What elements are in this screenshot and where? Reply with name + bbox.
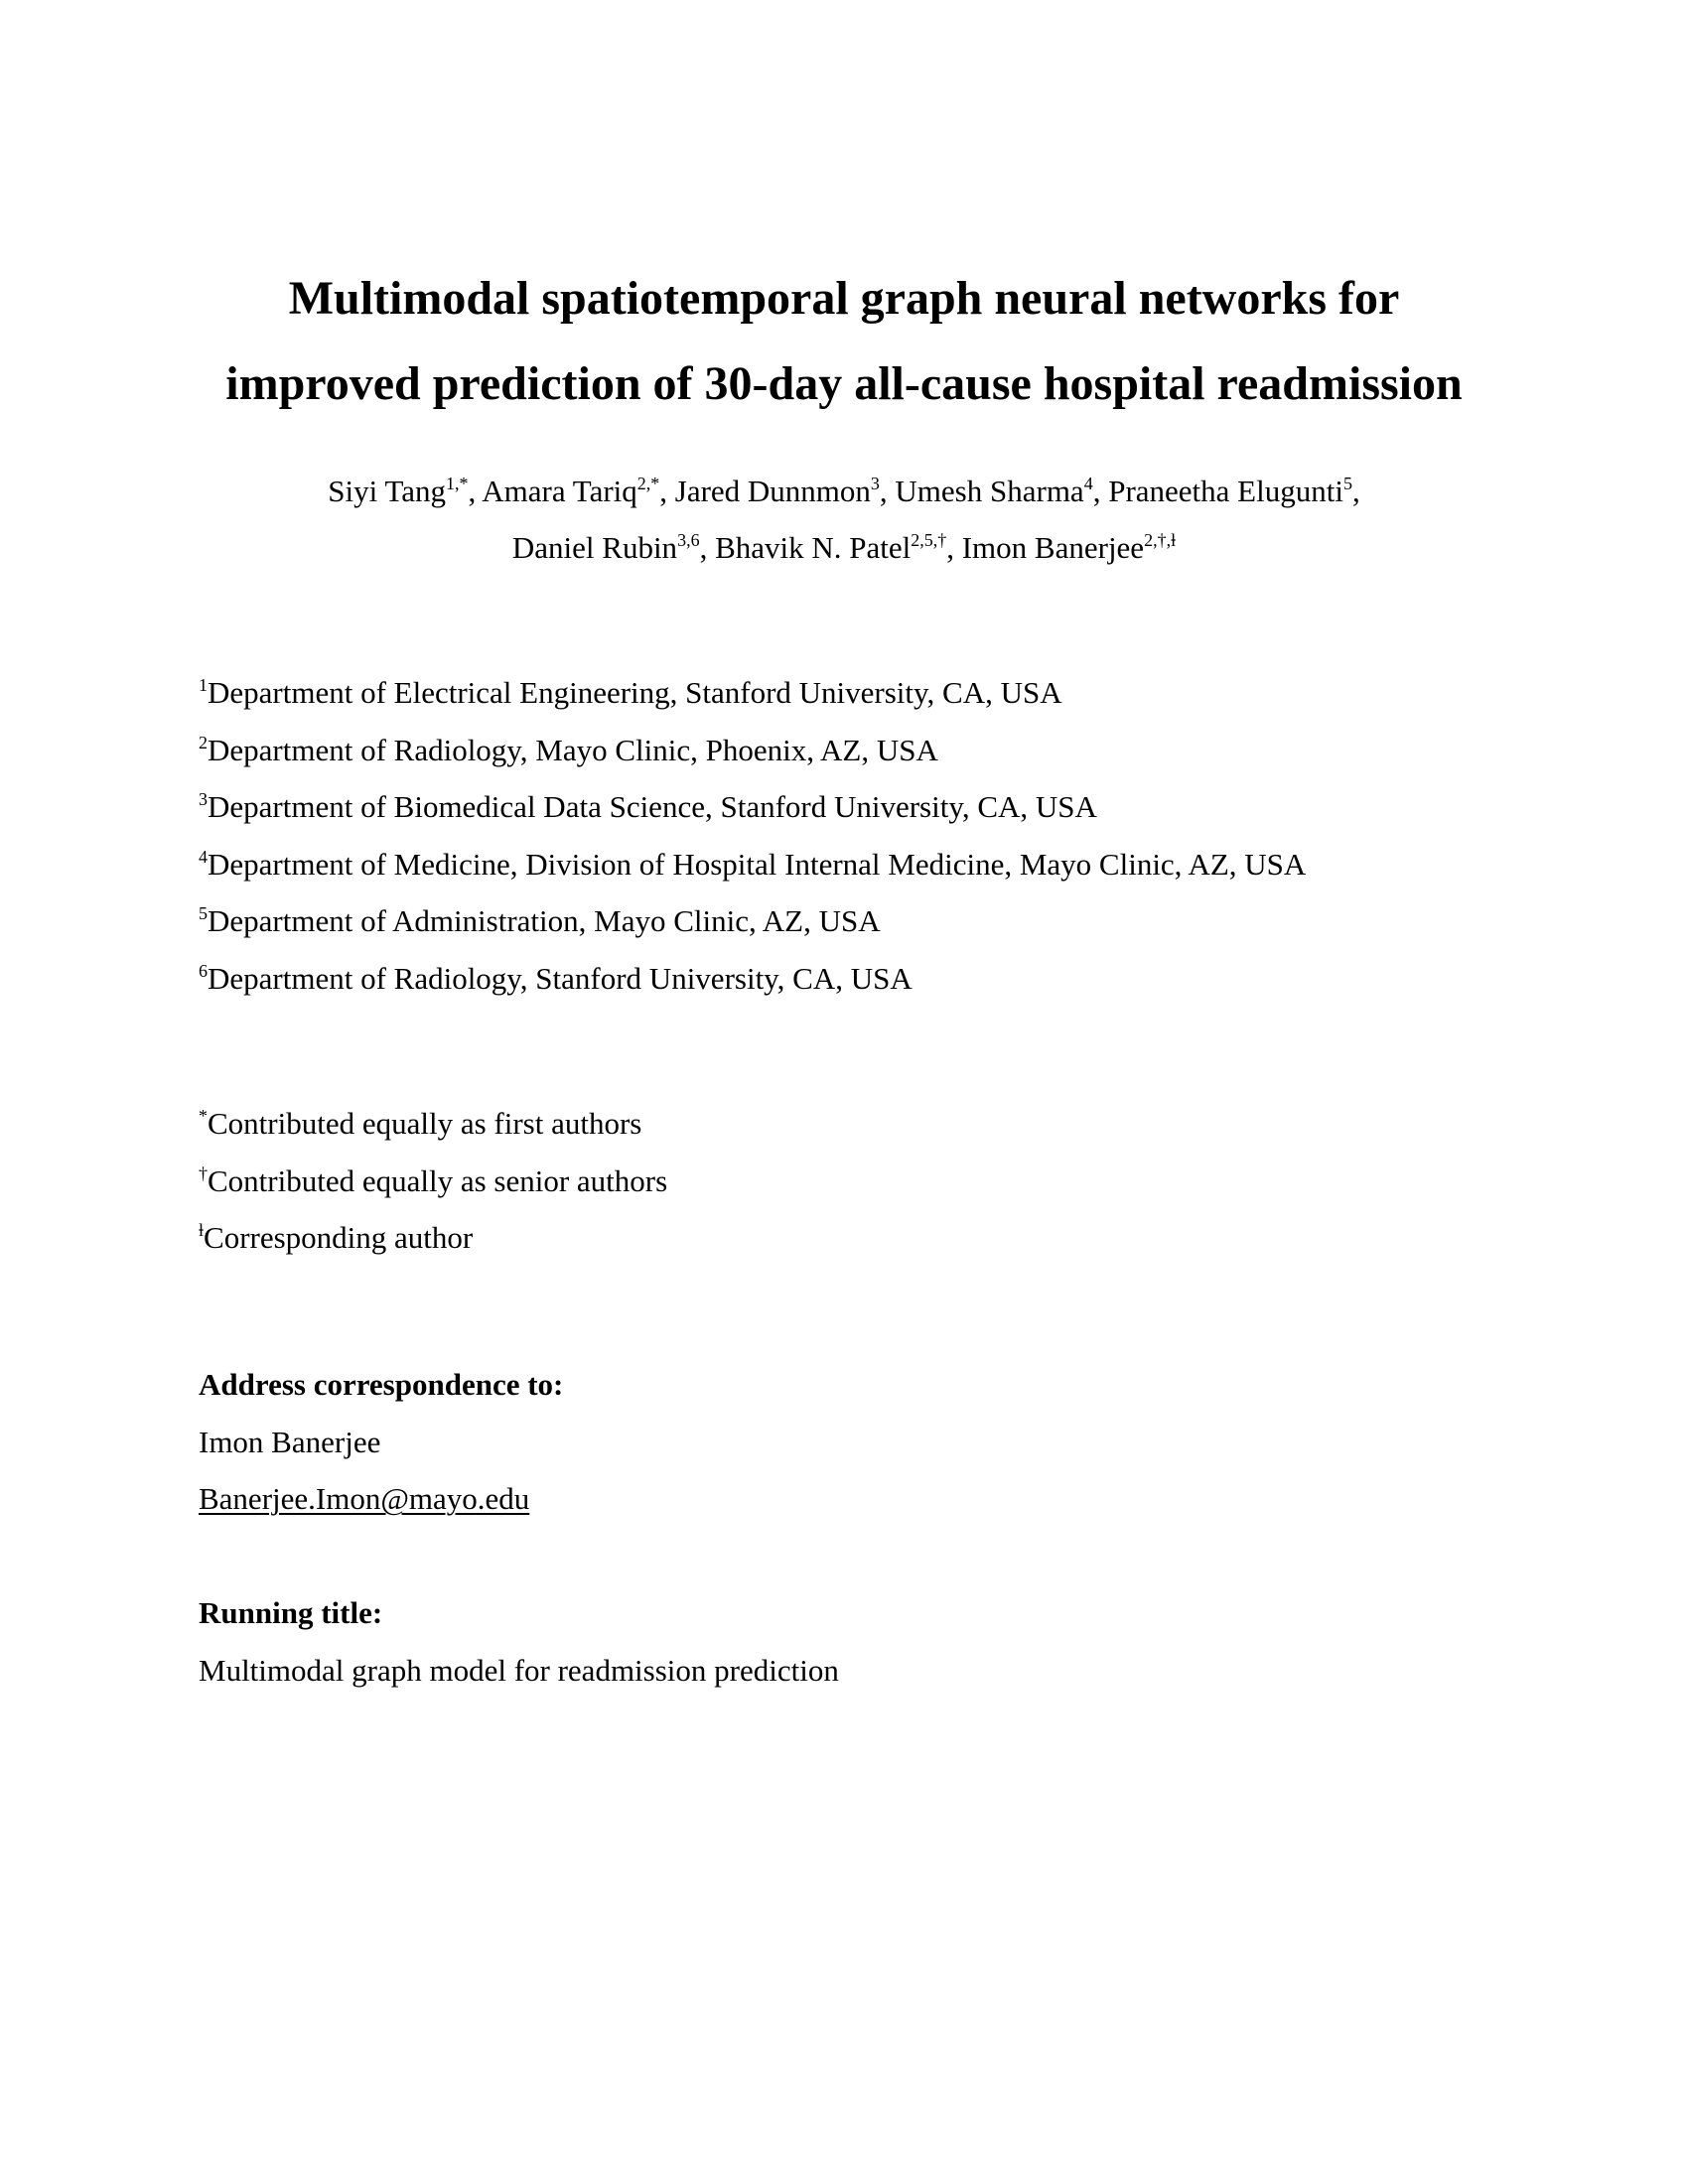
running-title-heading: Running title: xyxy=(199,1595,383,1630)
author-affiliation-marker: 3 xyxy=(870,474,880,493)
author-affiliation-marker: 1,* xyxy=(445,474,469,493)
affiliation-number: 2 xyxy=(199,732,208,752)
affiliation-list xyxy=(199,664,1306,1007)
correspondence-email-link[interactable]: Banerjee.Imon@mayo.edu xyxy=(199,1481,530,1516)
author: Umesh Sharma$^4$, xyxy=(895,474,1109,508)
author-line-1 xyxy=(149,463,1539,519)
author-list xyxy=(149,463,1539,576)
note-text: Contributed equally as first authors xyxy=(208,1106,642,1141)
affiliation-item xyxy=(199,722,1306,779)
author: Daniel Rubin$^{3,6}$, xyxy=(511,530,716,565)
author-note xyxy=(199,1095,667,1153)
author-affiliation-marker: 5 xyxy=(1342,474,1352,493)
author: Imon Banerjee$^{2,\dagger,ⱡ}$ xyxy=(961,530,1177,565)
author-affiliation-marker: 2,5,† xyxy=(911,530,947,550)
affiliation-text: Department of Biomedical Data Science, Stanford University, CA, USA xyxy=(208,789,1097,824)
title-line-1: Multimodal spatiotemporal graph neural networks for xyxy=(288,272,1400,325)
running-title-section xyxy=(199,1584,839,1699)
affiliation-item xyxy=(199,892,1306,950)
affiliation-text: Department of Electrical Engineering, Stanford University, CA, USA xyxy=(208,675,1062,710)
author: Amara Tariq$^{2,*}$, xyxy=(482,474,675,508)
note-marker: ⱡ xyxy=(199,1220,205,1240)
correspondence-section xyxy=(199,1356,563,1528)
author-affiliation-marker: 3,6 xyxy=(677,530,700,550)
author-affiliation-marker: 4 xyxy=(1083,474,1093,493)
affiliation-number: 6 xyxy=(199,960,208,981)
author-note xyxy=(199,1153,667,1210)
note-marker: † xyxy=(199,1162,208,1183)
author-note xyxy=(199,1209,667,1267)
author: Praneetha Elugunti$^5$, xyxy=(1108,474,1360,508)
affiliation-number: 3 xyxy=(199,789,208,809)
note-marker: * xyxy=(199,1106,208,1126)
affiliation-text: Department of Medicine, Division of Hospital Internal Medicine, Mayo Clinic, AZ, USA xyxy=(208,846,1307,882)
correspondence-name: Imon Banerjee xyxy=(199,1424,381,1459)
title-line-2: improved prediction of 30-day all-cause hospital readmission xyxy=(225,357,1463,410)
affiliation-text: Department of Radiology, Mayo Clinic, Phoenix, AZ, USA xyxy=(208,732,938,767)
affiliation-item xyxy=(199,778,1306,836)
affiliation-number: 4 xyxy=(199,846,208,867)
note-text: Corresponding author xyxy=(204,1220,474,1255)
author: Siyi Tang$^{1,*}$, xyxy=(328,474,483,508)
running-title-text: Multimodal graph model for readmission prediction xyxy=(199,1652,839,1688)
affiliation-number: 5 xyxy=(199,903,208,923)
paper-title xyxy=(149,256,1539,427)
affiliation-number: 1 xyxy=(199,675,208,695)
author: Bhavik N. Patel$^{2,5,\dagger}$, xyxy=(715,530,962,565)
author-notes xyxy=(199,1095,667,1267)
author-affiliation-marker: 2,†,ⱡ xyxy=(1144,530,1177,550)
author-affiliation-marker: 2,* xyxy=(636,474,660,493)
affiliation-item xyxy=(199,950,1306,1008)
affiliation-item xyxy=(199,664,1306,722)
author: Jared Dunnmon$^3$, xyxy=(674,474,896,508)
correspondence-heading: Address correspondence to: xyxy=(199,1367,564,1402)
note-text: Contributed equally as senior authors xyxy=(208,1162,668,1198)
affiliation-text: Department of Radiology, Stanford University, CA, USA xyxy=(208,960,913,996)
affiliation-text: Department of Administration, Mayo Clinic, AZ, USA xyxy=(208,903,881,938)
affiliation-item xyxy=(199,836,1306,893)
author-line-2 xyxy=(149,519,1539,576)
